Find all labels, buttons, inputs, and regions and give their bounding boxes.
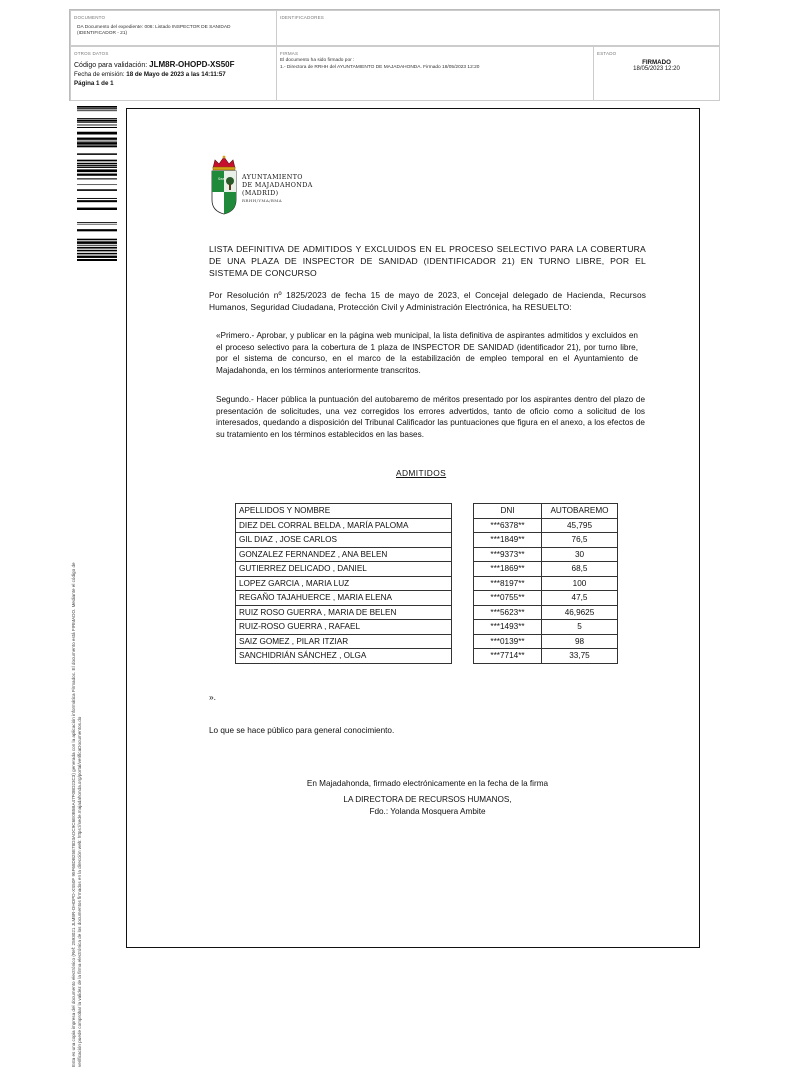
cell-name: LOPEZ GARCIA , MARIA LUZ [236, 576, 452, 591]
documento-label: DOCUMENTO [74, 15, 106, 20]
table-row [236, 533, 618, 548]
table-row [236, 562, 618, 577]
side-text-line-1: Esta es una copia impresa del documento electrónico (Ref: 2593021 JLM8R-OHOPD-XS50F 95F68DB25E78D3ADC9C6E0B5BA47F0BD23C3) generada con la aplicación informática Firmadoc. El documento está FIRMADO. Mediante el código de [71, 562, 76, 1067]
cell-dni: ***7714** [474, 649, 542, 664]
page-count: Página 1 de 1 [74, 80, 114, 87]
cell-dni: ***1493** [474, 620, 542, 635]
header-dni: DNI [474, 504, 542, 519]
cell-name: RUIZ-ROSO GUERRA , RAFAEL [236, 620, 452, 635]
signature-block [209, 778, 646, 818]
otros-datos-label: OTROS DATOS [74, 51, 109, 56]
table-row [236, 591, 618, 606]
cell-name: REGAÑO TAJAHUERCE , MARIA ELENA [236, 591, 452, 606]
side-text-line-2: verificación puede comprobar la validez de la firma electrónica de los documentos firmados en la dirección web: https://sede.majadahonda.org/portal/verificaDocumentos.do [77, 716, 82, 1067]
cell-score: 68,5 [542, 562, 618, 577]
primero-paragraph: «Primero.- Aprobar, y publicar en la página web municipal, la lista definitiva de aspirantes admitidos y excluidos en el proceso selectivo para la cobertura de 1 plaza de INSPECTOR DE SANIDAD (identificador 21), por turno libre, por el sistema de concurso, en el marco de la estabilización de empleo temporal en el Ayuntamiento de Majadahonda, en los términos anteriormente transcritos. [216, 331, 638, 376]
cell-dni: ***9373** [474, 547, 542, 562]
identificadores-label: IDENTIFICADORES [280, 15, 325, 20]
cell-name: GIL DIAZ , JOSE CARLOS [236, 533, 452, 548]
majadahonda-coat-of-arms-icon [209, 154, 239, 216]
documento-cell [70, 10, 277, 46]
admitidos-table [235, 503, 618, 664]
cell-dni: ***0139** [474, 634, 542, 649]
firmas-line-2: 1.- Directora de RRHH del AYUNTAMIENTO DE MAJADAHONDA. Firmado 18/05/2023 12:20 [280, 65, 480, 70]
closing-quote: ». [209, 692, 216, 702]
letterhead-line-3: (MADRID) [242, 190, 279, 197]
cell-dni: ***5623** [474, 605, 542, 620]
table-header-row [236, 504, 618, 519]
header-autobaremo: AUTOBAREMO [542, 504, 618, 519]
table-row [236, 649, 618, 664]
table-row [236, 620, 618, 635]
validation-code-line [74, 60, 234, 69]
validation-code-label: Código para validación: [74, 62, 148, 69]
cell-name: RUIZ ROSO GUERRA , MARIA DE BELEN [236, 605, 452, 620]
cell-name: SANCHIDRIÁN SÁNCHEZ , OLGA [236, 649, 452, 664]
letterhead-line-2: DE MAJADAHONDA [242, 182, 313, 189]
public-notice: Lo que se hace público para general conocimiento. [209, 726, 395, 735]
otros-datos-cell [70, 46, 277, 101]
firmas-label: FIRMAS [280, 51, 299, 56]
cell-score: 47,5 [542, 591, 618, 606]
cell-dni: ***0755** [474, 591, 542, 606]
cell-score: 100 [542, 576, 618, 591]
signature-line-2: LA DIRECTORA DE RECURSOS HUMANOS, [343, 795, 512, 804]
admitidos-heading: ADMITIDOS [396, 468, 447, 478]
cell-dni: ***6378** [474, 518, 542, 533]
segundo-paragraph: Segundo.- Hacer pública la puntuación del autobaremo de méritos presentado por los aspirantes dentro del plazo de presentación de solicitudes, una vez corregidos los errores advertidos, tanto de oficio como a solicitud de los interesados, quedando a disposición del Tribunal Calificador las puntuaciones que figura en el anexo, a los efectos de su tratamiento en los términos establecidos en las bases. [216, 395, 645, 440]
cell-score: 33,75 [542, 649, 618, 664]
emission-date-label: Fecha de emisión: [74, 71, 125, 78]
firmas-line-1: El documento ha sido firmado por : [280, 58, 355, 63]
intro-paragraph: Por Resolución nº 1825/2023 de fecha 15 de mayo de 2023, el Concejal delegado de Hacienda, Recursos Humanos, Seguridad Ciudadana, Protección Civil y Administración Electrónica, ha RESUELTO: [209, 290, 646, 312]
identificadores-cell [276, 10, 720, 46]
side-verification-text [71, 207, 93, 1067]
estado-value: FIRMADO [642, 59, 671, 66]
signature-line-1: En Majadahonda, firmado electrónicamente en la fecha de la firma [306, 779, 549, 788]
cell-score: 46,9625 [542, 605, 618, 620]
letterhead-line-1: AYUNTAMIENTO [242, 174, 303, 181]
cell-dni: ***1869** [474, 562, 542, 577]
table-row [236, 547, 618, 562]
signature-header [69, 9, 720, 101]
cell-name: GONZALEZ FERNANDEZ , ANA BELEN [236, 547, 452, 562]
table-row [236, 634, 618, 649]
svg-text:Sea: Sea [218, 177, 225, 181]
document-title: LISTA DEFINITIVA DE ADMITIDOS Y EXCLUIDOS EN EL PROCESO SELECTIVO PARA LA COBERTURA DE UNA PLAZA DE INSPECTOR DE SANIDAD (IDENTIFICADOR 21) EN TURNO LIBRE, POR EL SISTEMA DE CONCURSO [209, 244, 646, 278]
signature-line-3: Fdo.: Yolanda Mosquera Ambite [369, 807, 486, 816]
cell-score: 45,795 [542, 518, 618, 533]
cell-name: SAIZ GOMEZ , PILAR ITZIAR [236, 634, 452, 649]
cell-score: 30 [542, 547, 618, 562]
letterhead-ref: RRHH/YMA/BMA [242, 198, 283, 203]
documento-text: DA Documento del expediente: 006: Listado INSPECTOR DE SANIDAD (IDENTIFICADOR - 21) [77, 25, 231, 36]
cell-score: 5 [542, 620, 618, 635]
cell-dni: ***1849** [474, 533, 542, 548]
cell-score: 76,5 [542, 533, 618, 548]
letterhead [242, 174, 313, 203]
header-name: APELLIDOS Y NOMBRE [236, 504, 452, 519]
estado-label: ESTADO [597, 51, 617, 56]
estado-cell [593, 46, 720, 101]
estado-date: 18/05/2023 12:20 [633, 66, 680, 72]
emission-date-line [74, 71, 226, 78]
table-row [236, 605, 618, 620]
cell-score: 98 [542, 634, 618, 649]
cell-name: DIEZ DEL CORRAL BELDA , MARÍA PALOMA [236, 518, 452, 533]
document-page [126, 108, 700, 948]
emission-date-value: 18 de Mayo de 2023 a las 14:11:57 [126, 71, 226, 78]
firmas-cell [276, 46, 594, 101]
table-row [236, 576, 618, 591]
cell-dni: ***8197** [474, 576, 542, 591]
table-row [236, 518, 618, 533]
cell-name: GUTIERREZ DELICADO , DANIEL [236, 562, 452, 577]
validation-code-value: JLM8R-OHOPD-XS50F [149, 60, 235, 69]
